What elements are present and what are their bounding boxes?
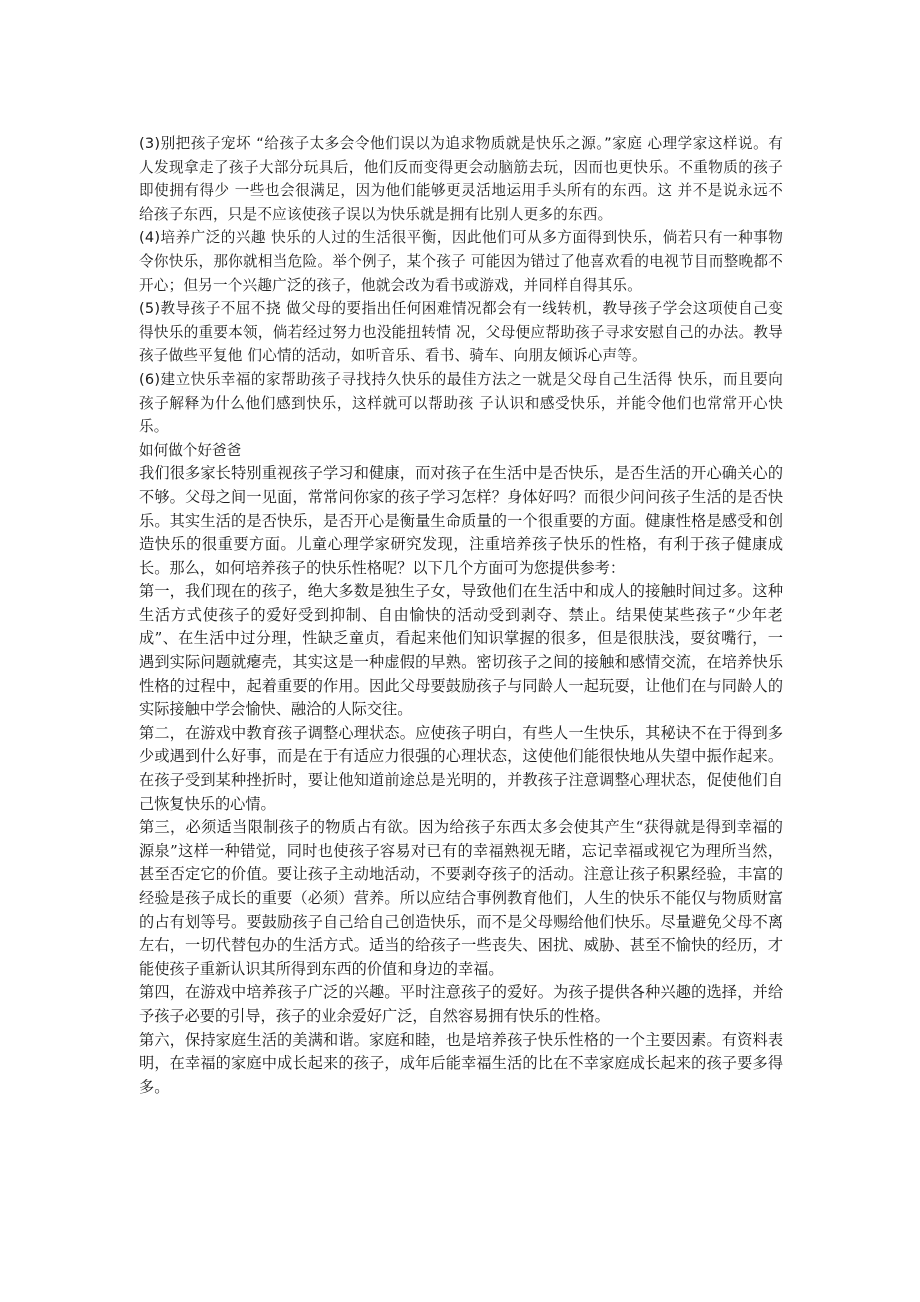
paragraph-fourth: 第四，在游戏中培养孩子广泛的兴趣。平时注意孩子的爱好。为孩子提供各种兴趣的选择，并给予孩子必要的引导，孩子的业余爱好广泛，自然容易拥有快乐的性格。 [139,983,783,1025]
paragraph-tip-3: (3)别把孩子宠坏 “给孩子太多会令他们误以为追求物质就是快乐之源。”家庭 心理学家这样说。有人发现拿走了孩子大部分玩具后，他们反而变得更会动脑筋去玩，因而也更快乐。不重物质的孩子即使拥有得少 一些也会很满足，因为他们能够更灵活地运用手头所有的东西。这 并不是说永远不给孩子东西，只是不应该使孩子误以为快乐就是拥有比别人更多的东西。 [139,135,783,223]
paragraph-first: 第一，我们现在的孩子，绝大多数是独生子女，导致他们在生活中和成人的接触时间过多。这种生活方式使孩子的爱好受到抑制、自由愉快的活动受到剥夺、禁止。结果使某些孩子“少年老成”、在生活中过分理，性缺乏童贞，看起来他们知识掌握的很多，但是很肤浅，耍贫嘴行，一遇到实际问题就瘪壳，其实这是一种虚假的早熟。密切孩子之间的接触和感情交流，在培养快乐性格的过程中，起着重要的作用。因此父母要鼓励孩子与同龄人一起玩耍，让他们在与同龄人的实际接触中学会愉快、融洽的人际交往。 [139,582,783,719]
paragraph-tip-5: (5)教导孩子不屈不挠 做父母的要指出任何困难情况都会有一线转机，教导孩子学会这项使自己变得快乐的重要本领，倘若经过努力也没能扭转情 况，父母便应帮助孩子寻求安慰自己的办法。教导孩子做些平复他 们心情的活动，如听音乐、看书、骑车、向朋友倾诉心声等。 [139,300,783,365]
paragraph-tip-6: (6)建立快乐幸福的家帮助孩子寻找持久快乐的最佳方法之一就是父母自己生活得 快乐，而且要向孩子解释为什么他们感到快乐，这样就可以帮助孩 子认识和感受快乐，并能令他们也常常开心快乐。 [139,370,783,436]
paragraph-second: 第二，在游戏中教育孩子调整心理状态。应使孩子明白，有些人一生快乐，其秘诀不在于得到多少或遇到什么好事，而是在于有适应力很强的心理状态，这使他们能很快地从失望中振作起来。在孩子受到某种挫折时，要让他知道前途总是光明的，并教孩子注意调整心理状态，促使他们自己恢复快乐的心情。 [139,723,783,813]
paragraph-third: 第三，必须适当限制孩子的物质占有欲。因为给孩子东西太多会使其产生“获得就是得到幸福的源泉”这样一种错觉，同时也使孩子容易对已有的幸福熟视无睹，忘记幸福或视它为理所当然，甚至否定它的价值。要让孩子主动地活动，不要剥夺孩子的活动。注意让孩子积累经验，丰富的经验是孩子成长的重要（必须）营养。所以应结合事例教育他们，人生的快乐不能仅与物质财富的占有划等号。要鼓励孩子自己给自己创造快乐，而不是父母赐给他们快乐。尽量避免父母不离左右，一切代替包办的生活方式。适当的给孩子一些丧失、困扰、威胁、甚至不愉快的经历，才能使孩子重新认识其所得到东西的价值和身边的幸福。 [139,818,783,978]
document-page [139,132,783,1099]
paragraph-intro: 我们很多家长特别重视孩子学习和健康，而对孩子在生活中是否快乐，是否生活的开心确关心的不够。父母之间一见面，常常问你家的孩子学习怎样？身体好吗？而很少问问孩子生活的是否快乐。其实生活的是否快乐，是否开心是衡量生命质量的一个很重要的方面。健康性格是感受和创造快乐的很重要方面。儿童心理学家研究发现，注重培养孩子快乐的性格，有利于孩子健康成长。那么，如何培养孩子的快乐性格呢？以下几个方面可为您提供参考： [139,464,783,577]
section-heading: 如何做个好爸爸 [139,441,242,459]
paragraph-sixth: 第六，保持家庭生活的美满和谐。家庭和睦，也是培养孩子快乐性格的一个主要因素。有资料表明，在幸福的家庭中成长起来的孩子，成年后能幸福生活的比在不幸家庭成长起来的孩子要多得多。 [139,1030,783,1096]
paragraph-tip-4: (4)培养广泛的兴趣 快乐的人过的生活很平衡，因此他们可从多方面得到快乐，倘若只有一种事物令你快乐，那你就相当危险。举个例子，某个孩子 可能因为错过了他喜欢看的电视节目而整晚都不开心；但另一个兴趣广泛的孩子，他就会改为看书或游戏，并同样自得其乐。 [139,229,783,294]
